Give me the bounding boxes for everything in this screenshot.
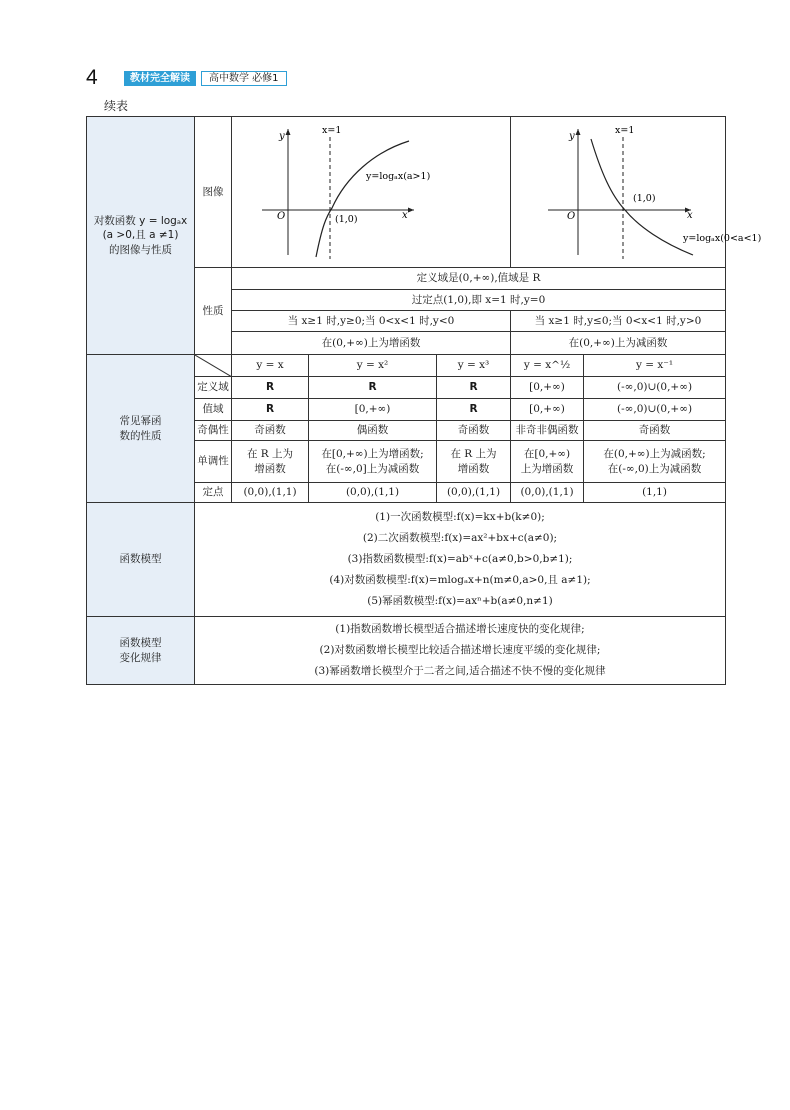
origin-label: O (567, 211, 576, 222)
func-header-3: y = x^½ (511, 355, 584, 377)
cell-value: R (368, 381, 377, 394)
cell: 非奇非偶函数 (511, 421, 584, 441)
func-header-1: y = x² (309, 355, 437, 377)
log-category-line1: 对数函数 y = logₐx (93, 215, 188, 228)
continued-label: 续表 (104, 99, 129, 113)
cell-line: 在[0,+∞)上为增函数; (321, 448, 424, 461)
cell (232, 399, 309, 421)
cell: 奇函数 (437, 421, 511, 441)
point-label: (1,0) (633, 193, 656, 204)
list-item: (1)一次函数模型:f(x)=kx+b(k≠0); (375, 511, 545, 523)
log-graph-increasing-svg (234, 117, 452, 267)
y-axis-label: y (279, 131, 285, 142)
row-label: 值域 (195, 399, 232, 421)
log-category-line2: (a >0,且 a ≠1) (102, 229, 179, 242)
cell: (-∞,0)∪(0,+∞) (584, 377, 726, 399)
cell: 偶函数 (309, 421, 437, 441)
models-category: 函数模型 (87, 503, 195, 617)
prop-left-sign: 当 x≥1 时,y≥0;当 0<x<1 时,y<0 (232, 311, 511, 332)
patterns-category-line1: 函数模型 (119, 637, 162, 650)
cell: (0,0),(1,1) (511, 483, 584, 503)
asymptote-label: x=1 (615, 125, 635, 136)
power-category-line2: 数的性质 (119, 429, 162, 442)
list-item: (3)指数函数模型:f(x)=abˣ+c(a≠0,b>0,b≠1); (347, 553, 573, 565)
diagonal-line (195, 355, 232, 377)
cell-value: R (469, 381, 478, 394)
cell: (0,0),(1,1) (232, 483, 309, 503)
patterns-category-line2: 变化规律 (119, 651, 162, 664)
cell (437, 399, 511, 421)
cell (437, 441, 511, 483)
prop-point: 过定点(1,0),即 x=1 时,y=0 (232, 290, 726, 311)
page-number: 4 (86, 66, 98, 89)
log-graph-increasing (232, 117, 511, 268)
graph-label: 图像 (195, 117, 232, 268)
cell (584, 441, 726, 483)
list-item: (4)对数函数模型:f(x)=mlogₐx+n(m≠0,a>0,且 a≠1); (329, 574, 591, 586)
cell (309, 377, 437, 399)
func-header-2: y = x³ (437, 355, 511, 377)
cell: 奇函数 (232, 421, 309, 441)
cell (232, 441, 309, 483)
log-graph-decreasing (511, 117, 762, 268)
asymptote-label: x=1 (322, 125, 342, 136)
y-arrow (576, 129, 581, 135)
cell-line: 增函数 (457, 462, 490, 475)
patterns-list (195, 617, 726, 685)
y-axis-label: y (569, 131, 575, 142)
cell: (-∞,0)∪(0,+∞) (584, 399, 726, 421)
log-category (87, 117, 195, 355)
x-axis-label: x (687, 210, 693, 221)
prop-right-mono: 在(0,+∞)上为减函数 (511, 332, 726, 355)
cell-line: 在(-∞,0]上为减函数 (325, 462, 420, 475)
prop-domain: 定义域是(0,+∞),值域是 R (232, 268, 726, 290)
cell-line: 在[0,+∞) (523, 448, 571, 461)
point-label: (1,0) (335, 214, 358, 225)
cell-line: 在(0,+∞)上为减函数; (603, 448, 706, 461)
row-label: 单调性 (195, 441, 232, 483)
cell-value: R (469, 403, 478, 416)
log-category-line3: 的图像与性质 (109, 243, 172, 256)
curve-label: y=logₐx(0<a<1) (683, 233, 762, 244)
cell-line: 在 R 上为 (246, 448, 294, 461)
x-axis-label: x (402, 210, 408, 221)
cell-line: 在(-∞,0)上为减函数 (607, 462, 702, 475)
row-label: 定义域 (195, 377, 232, 399)
cell (437, 377, 511, 399)
cell: [0,+∞) (511, 377, 584, 399)
x-arrow (408, 208, 414, 213)
book-badge: 高中数学 必修1 (201, 71, 287, 86)
cell-line: 增函数 (254, 462, 286, 475)
power-category (87, 355, 195, 503)
list-item: (3)幂函数增长模型介于二者之间,适合描述不快不慢的变化规律 (314, 665, 606, 677)
cell: (0,0),(1,1) (437, 483, 511, 503)
cell-line: 在 R 上为 (450, 448, 497, 461)
models-list (195, 503, 726, 617)
cell: (1,1) (584, 483, 726, 503)
cell (511, 441, 584, 483)
cell: [0,+∞) (511, 399, 584, 421)
list-item: (5)幂函数模型:f(x)=axⁿ+b(a≠0,n≠1) (367, 595, 553, 607)
log-graph-decreasing-svg (513, 117, 786, 267)
cell: 奇函数 (584, 421, 726, 441)
row-label: 奇偶性 (195, 421, 232, 441)
prop-right-sign: 当 x≥1 时,y≤0;当 0<x<1 时,y>0 (511, 311, 726, 332)
list-item: (2)二次函数模型:f(x)=ax²+bx+c(a≠0); (362, 532, 558, 544)
curve-label: y=logₐx(a>1) (366, 171, 431, 182)
cell: [0,+∞) (309, 399, 437, 421)
cell-value: R (265, 403, 275, 416)
cell-line: 上为增函数 (520, 462, 574, 475)
y-arrow (286, 129, 291, 135)
cell: (0,0),(1,1) (309, 483, 437, 503)
summary-table (86, 116, 762, 685)
func-header-0: y = x (232, 355, 309, 377)
cell-value: R (265, 381, 275, 394)
power-category-line1: 常见幂函 (119, 415, 162, 428)
diagonal-header (195, 355, 232, 377)
row-label: 定点 (195, 483, 232, 503)
series-badge: 教材完全解读 (124, 71, 196, 86)
cell (309, 441, 437, 483)
origin-label: O (277, 211, 286, 222)
props-label: 性质 (195, 268, 232, 355)
list-item: (2)对数函数增长模型比较适合描述增长速度平缓的变化规律; (319, 644, 601, 656)
func-header-4: y = x⁻¹ (584, 355, 726, 377)
cell (232, 377, 309, 399)
patterns-category (87, 617, 195, 685)
prop-left-mono: 在(0,+∞)上为增函数 (232, 332, 511, 355)
list-item: (1)指数函数增长模型适合描述增长速度快的变化规律; (335, 623, 585, 635)
